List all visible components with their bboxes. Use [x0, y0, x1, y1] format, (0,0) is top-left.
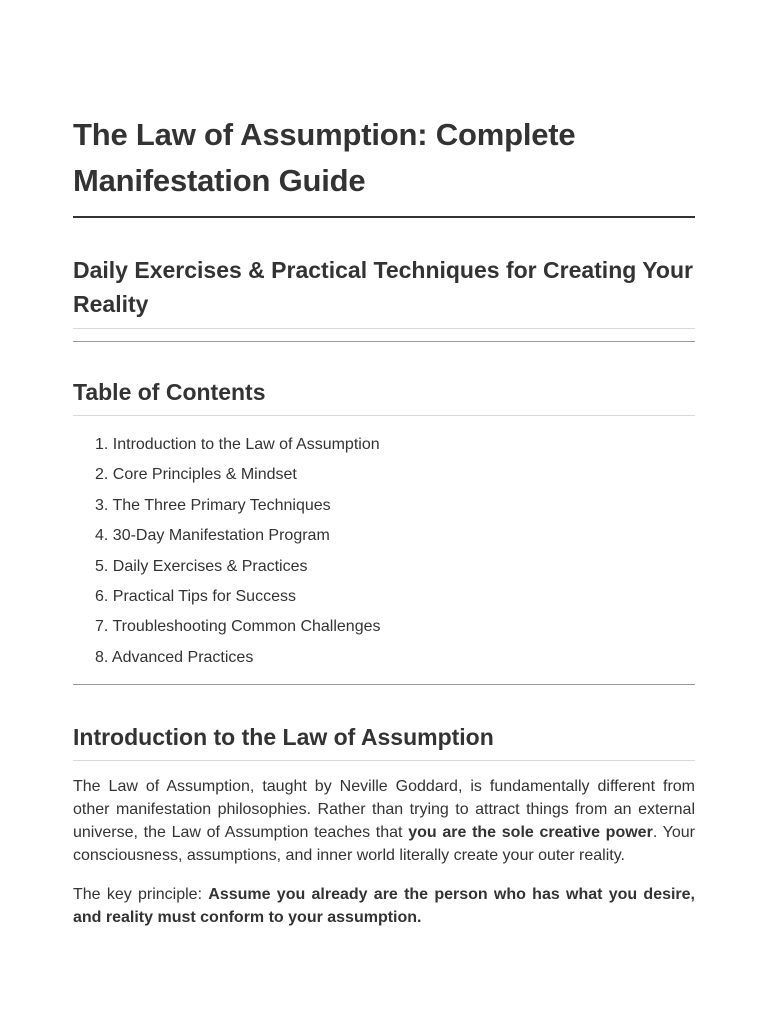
toc-item[interactable]: 7. Troubleshooting Common Challenges: [95, 618, 381, 636]
intro-paragraph: [73, 775, 695, 867]
toc-item[interactable]: 3. The Three Primary Techniques: [95, 496, 331, 514]
page-title: The Law of Assumption: Complete Manifestation Guide: [73, 112, 695, 218]
toc-item[interactable]: 2. Core Principles & Mindset: [95, 466, 297, 484]
toc-item[interactable]: 1. Introduction to the Law of Assumption: [95, 436, 380, 453]
key-principle-text: Assume you already are the person who has what you desire, and reality must conform to your assumption.: [73, 886, 695, 927]
toc-item[interactable]: 4. 30-Day Manifestation Program: [95, 527, 330, 545]
document-content: [73, 112, 695, 929]
table-of-contents: [73, 430, 695, 673]
key-principle-label: The key principle:: [73, 886, 209, 904]
section-divider: [73, 341, 695, 342]
intro-text: . Your consciousness, assumptions, and inner world literally create your outer reality.: [73, 824, 695, 865]
intro-heading: Introduction to the Law of Assumption: [73, 720, 695, 761]
toc-item[interactable]: 8. Advanced Practices: [95, 648, 254, 666]
toc-heading: Table of Contents: [73, 375, 695, 416]
toc-item[interactable]: 5. Daily Exercises & Practices: [95, 557, 308, 575]
page-subtitle: Daily Exercises & Practical Techniques for Creating Your Reality: [73, 253, 695, 329]
intro-emphasis: you are the sole creative power: [408, 824, 653, 842]
section-divider: [73, 684, 695, 685]
toc-item[interactable]: 6. Practical Tips for Success: [95, 588, 296, 606]
intro-text: The Law of Assumption, taught by Neville Goddard, is fundamentally different from other manifestation philosophies. Rather than trying to attract things from an external universe, the Law of Assumption teaches that: [73, 778, 695, 842]
key-principle-paragraph: [73, 883, 695, 929]
